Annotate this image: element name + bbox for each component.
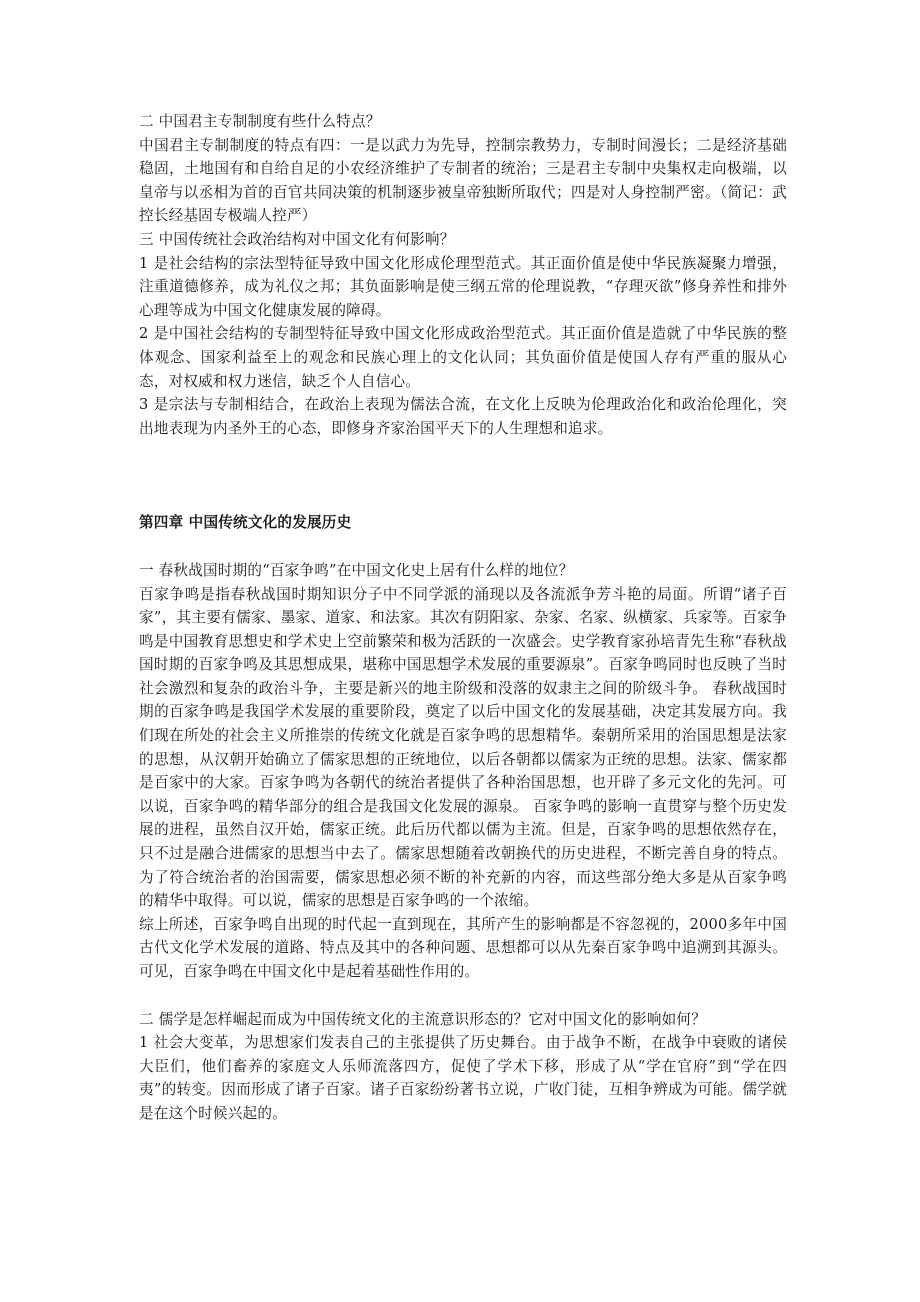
section3-question: 三 中国传统社会政治结构对中国文化有何影响？	[139, 230, 455, 248]
document-page	[139, 110, 787, 1126]
paragraph-spacer	[139, 984, 787, 1008]
section-spacer	[139, 440, 787, 511]
section3-point-2: 2 是中国社会结构的专制型特征导致中国文化形成政治型范式。其正面价值是造就了中华民族的整体观念、国家利益至上的观念和民族心理上的文化认同；其负面价值是使国人存有严重的服从心态，对权威和权力迷信，缺乏个人自信心。	[139, 325, 787, 390]
chapter4-title: 第四章 中国传统文化的发展历史	[139, 514, 352, 532]
paragraph-spacer	[139, 535, 787, 559]
chapter4-q1-body: 百家争鸣是指春秋战国时期知识分子中不同学派的涌现以及各流派争芳斗艳的局面。所谓“诸子百家”，其主要有儒家、墨家、道家、和法家。其次有阴阳家、杂家、名家、纵横家、兵家等。百家争鸣是中国教育思想史和学术史上空前繁荣和极为活跃的一次盛会。史学教育家孙培青先生称“春秋战国时期的百家争鸣及其思想成果，堪称中国思想学术发展的重要源泉”。百家争鸣同时也反映了当时社会激烈和复杂的政治斗争，主要是新兴的地主阶级和没落的奴隶主之间的阶级斗争。 春秋战国时期的百家争鸣是我国学术发展的重要阶段，奠定了以后中国文化的发展基础，决定其发展方向。我们现在所处的社会主义所推崇的传统文化就是百家争鸣的思想精华。秦朝所采用的治国思想是法家的思想，从汉朝开始确立了儒家思想的正统地位，以后各朝都以儒家为正统的思想。法家、儒家都是百家中的大家。百家争鸣为各朝代的统治者提供了各种治国思想，也开辟了多元文化的先河。可以说，百家争鸣的精华部分的组合是我国文化发展的源泉。 百家争鸣的影响一直贯穿与整个历史发展的进程，虽然自汉开始，儒家正统。此后历代都以儒为主流。但是，百家争鸣的思想依然存在，只不过是融合进儒家的思想当中去了。儒家思想随着改朝换代的历史进程，不断完善自身的特点。为了符合统治者的治国需要，儒家思想必须不断的补充新的内容，而这些部分绝大多是从百家争鸣的精华中取得。可以说，儒家的思想是百家争鸣的一个浓缩。	[139, 585, 787, 910]
section2-answer: 中国君主专制制度的特点有四：一是以武力为先导，控制宗教势力，专制时间漫长；二是经济基础稳固，土地国有和自给自足的小农经济维护了专制者的统治；三是君主专制中央集权走向极端，以皇帝与以丞相为首的百官共同决策的机制逐步被皇帝独断所取代；四是对人身控制严密。（简记：武控长经基固专极端人控严）	[139, 136, 787, 225]
chapter4-q1-question: 一 春秋战国时期的“百家争鸣”在中国文化史上居有什么样的地位？	[139, 561, 574, 579]
section2-question: 二 中国君主专制制度有些什么特点？	[139, 113, 381, 130]
section3-point-3: 3 是宗法与专制相结合，在政治上表现为儒法合流，在文化上反映为伦理政治化和政治伦理化，突出地表现为内圣外王的心态，即修身齐家治国平天下的人生理想和追求。	[139, 396, 787, 437]
chapter4-q1-conclusion: 综上所述，百家争鸣自出现的时代起一直到现在，其所产生的影响都是不容忽视的，2000多年中国古代文化学术发展的道路、特点及其中的各种问题、思想都可以从先秦百家争鸣中追溯到其源头。可见，百家争鸣在中国文化中是起着基础性作用的。	[139, 915, 787, 980]
section3-point-1: 1 是社会结构的宗法型特征导致中国文化形成伦理型范式。其正面价值是使中华民族凝聚力增强，注重道德修养，成为礼仪之邦；其负面影响是使三纲五常的伦理说教，“存理灭欲”修身养性和排外心理等成为中国文化健康发展的障碍。	[139, 254, 787, 319]
chapter4-q2-question: 二 儒学是怎样崛起而成为中国传统文化的主流意识形态的？它对中国文化的影响如何？	[139, 1010, 707, 1028]
chapter4-q2-point-1: 1 社会大变革，为思想家们发表自己的主张提供了历史舞台。由于战争不断，在战争中衰败的诸侯大臣们，他们畜养的家庭文人乐师流落四方，促使了学术下移，形成了从“学在官府”到“学在四夷”的转变。因而形成了诸子百家。诸子百家纷纷著书立说，广收门徒，互相争辨成为可能。儒学就是在这个时候兴起的。	[139, 1034, 787, 1122]
